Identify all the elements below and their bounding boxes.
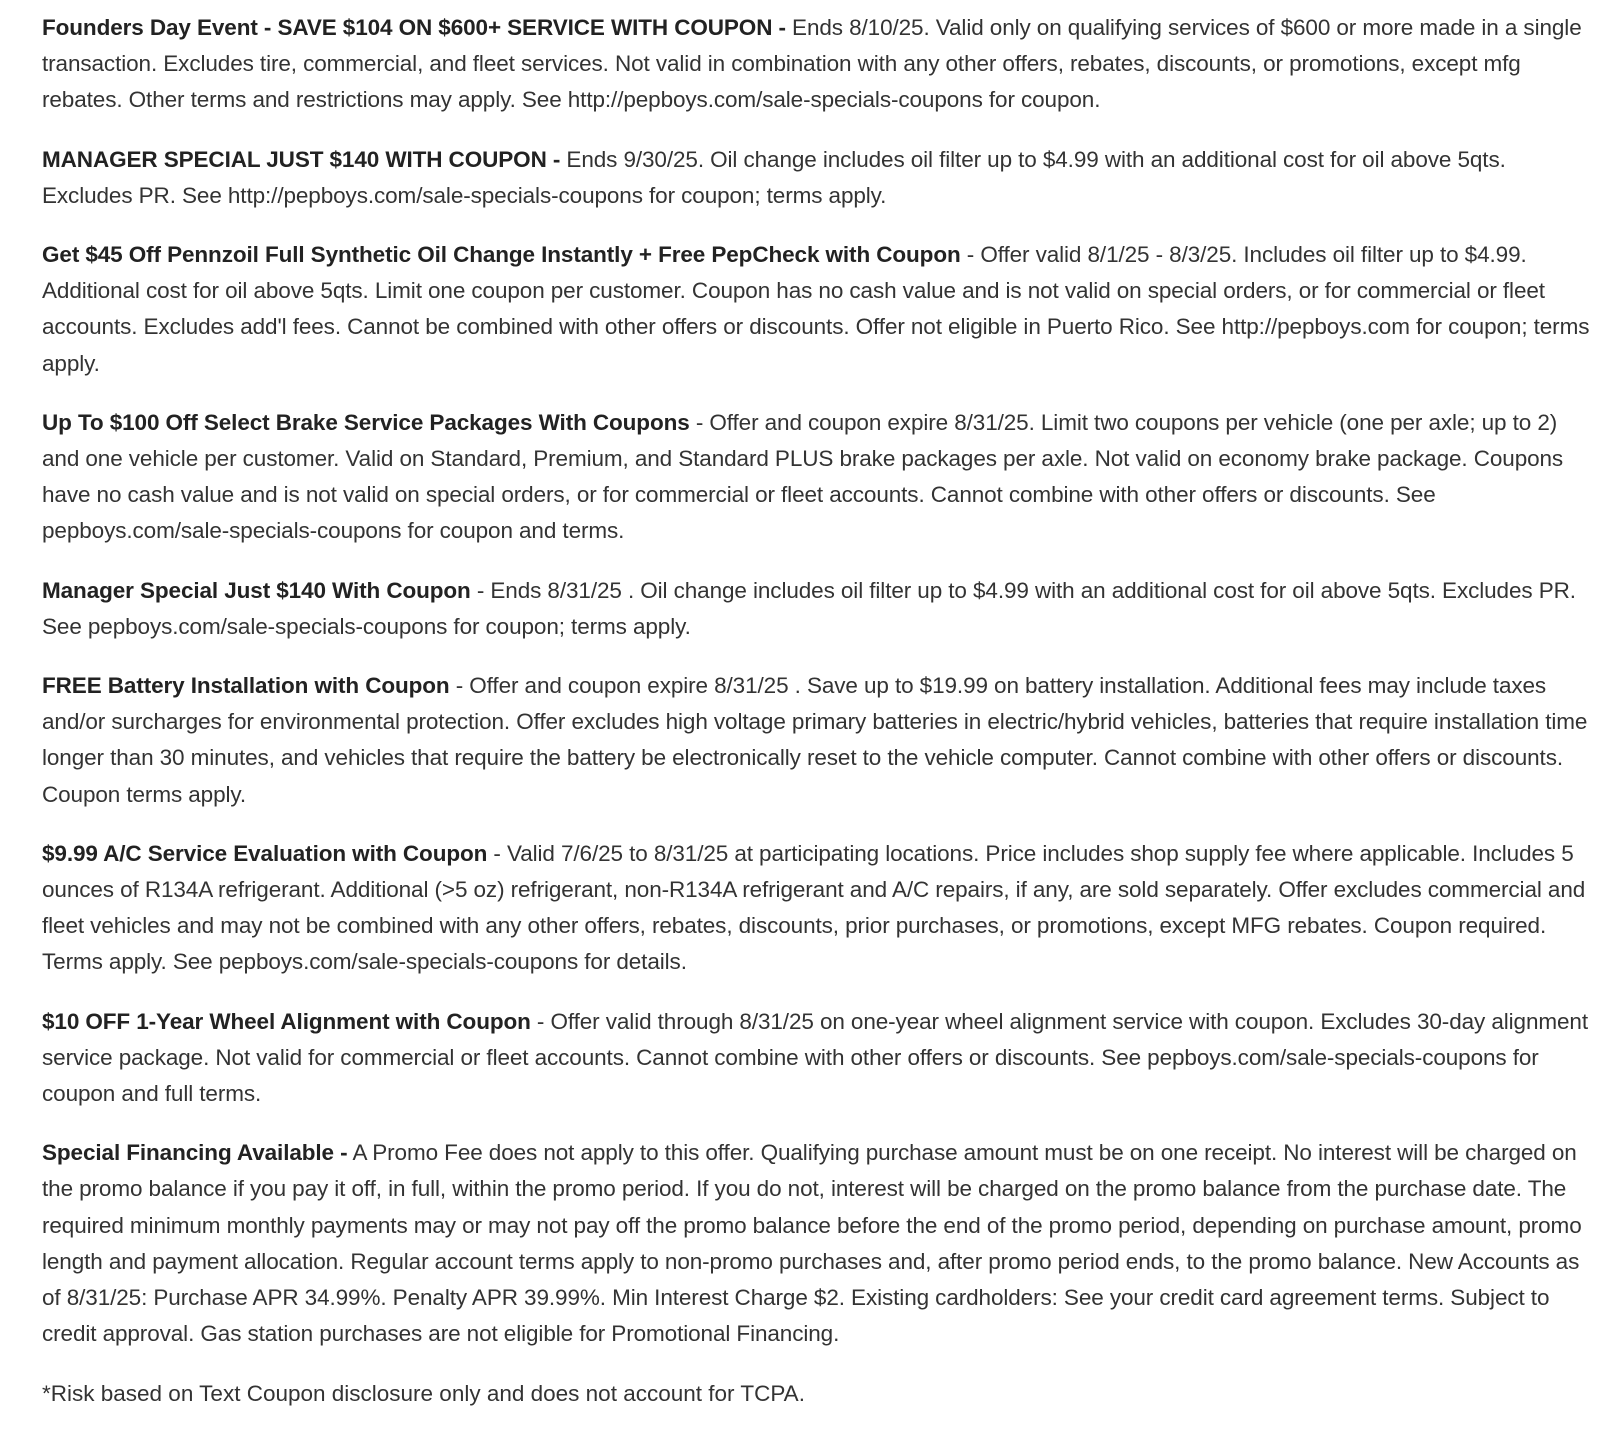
offer-terms: - Ends 8/31/25 . Oil change includes oil filter up to $4.99 with an additional cost for oil above 5qts. Excludes PR. See pepboys.com/sale-specials-coupons for coupon; terms apply. bbox=[42, 577, 1576, 639]
offer-terms: Ends 8/10/25. Valid only on qualifying services of $600 or more made in a single transaction. Excludes tire, commercial, and fleet services. Not valid in combination with any other offers, rebates, discounts, or promotions, except mfg rebates. Other terms and restrictions may apply. See http://pepboys.com/sale-specials-coupons for coupon. bbox=[42, 15, 1582, 113]
offer-manager-special-sept bbox=[42, 142, 1590, 214]
offer-title: Special Financing Available - bbox=[42, 1140, 348, 1166]
offer-founders-day bbox=[42, 10, 1590, 119]
offer-title: Manager Special Just $140 With Coupon bbox=[42, 577, 471, 603]
offer-title: Founders Day Event - SAVE $104 ON $600+ SERVICE WITH COUPON - bbox=[42, 15, 786, 40]
offer-title: Up To $100 Off Select Brake Service Packages With Coupons bbox=[42, 409, 690, 435]
offer-title: MANAGER SPECIAL JUST $140 WITH COUPON - bbox=[42, 146, 561, 172]
offer-terms: - Offer valid through 8/31/25 on one-year wheel alignment service with coupon. Excludes 30-day alignment service package. Not valid for commercial or fleet accounts. Cannot combine with other offers or discounts. See pepboys.com/sale-specials-coupons for coupon and full terms. bbox=[42, 1008, 1588, 1107]
offer-title: $9.99 A/C Service Evaluation with Coupon bbox=[42, 840, 488, 866]
offer-terms: Ends 9/30/25. Oil change includes oil filter up to $4.99 with an additional cost for oil above 5qts. Excludes PR. See http://pepboys.com/sale-specials-coupons for coupon; terms apply. bbox=[42, 146, 1506, 208]
offer-terms: - Offer valid 8/1/25 - 8/3/25. Includes oil filter up to $4.99. Additional cost for oil above 5qts. Limit one coupon per customer. Coupon has no cash value and is not valid on special orders, or for commercial or fleet accounts. Excludes add'l fees. Cannot be combined with other offers or discounts. Offer not eligible in Puerto Rico. See http://pepboys.com for coupon; terms apply. bbox=[42, 242, 1590, 376]
offer-terms: - Offer and coupon expire 8/31/25. Limit two coupons per vehicle (one per axle; up to 2) and one vehicle per customer. Valid on Standard, Premium, and Standard PLUS brake packages per axle. Not valid on economy brake package. Coupons have no cash value and is not valid on special orders, or for commercial or fleet accounts. Cannot combine with other offers or discounts. See pepboys.com/sale-specials-coupons for coupon and terms. bbox=[42, 409, 1564, 544]
offer-title: FREE Battery Installation with Coupon bbox=[42, 673, 450, 699]
offer-brake-service bbox=[42, 405, 1590, 550]
offer-ac-service bbox=[42, 836, 1590, 981]
offer-disclaimers bbox=[42, 10, 1590, 1412]
offer-wheel-alignment bbox=[42, 1004, 1590, 1113]
offer-pennzoil-oil-change bbox=[42, 237, 1590, 382]
offer-terms: A Promo Fee does not apply to this offer. Qualifying purchase amount must be on one receipt. No interest will be charged on the promo balance if you pay it off, in full, within the promo period. If you do not, interest will be charged on the promo balance from the purchase date. The required minimum monthly payments may or may not pay off the promo balance before the end of the promo period, depending on purchase amount, promo length and payment allocation. Regular account terms apply to non-promo purchases and, after promo period ends, to the promo balance. New Accounts as of 8/31/25: Purchase APR 34.99%. Penalty APR 39.99%. Min Interest Charge $2. Existing cardholders: See your credit card agreement terms. Subject to credit approval. Gas station purchases are not eligible for Promotional Financing. bbox=[42, 1140, 1582, 1347]
offer-terms: - Valid 7/6/25 to 8/31/25 at participating locations. Price includes shop supply fee where applicable. Includes 5 ounces of R134A refrigerant. Additional (>5 oz) refrigerant, non-R134A refrigerant and A/C repairs, if any, are sold separately. Offer excludes commercial and fleet vehicles and may not be combined with any other offers, rebates, discounts, prior purchases, or promotions, except MFG rebates. Coupon required. Terms apply. See pepboys.com/sale-specials-coupons for details. bbox=[42, 840, 1586, 975]
offer-title: Get $45 Off Pennzoil Full Synthetic Oil Change Instantly + Free PepCheck with Coupon bbox=[42, 242, 961, 268]
offer-terms: - Offer and coupon expire 8/31/25 . Save up to $19.99 on battery installation. Additional fees may include taxes and/or surcharges for environmental protection. Offer excludes high voltage primary batteries in electric/hybrid vehicles, batteries that require installation time longer than 30 minutes, and vehicles that require the battery be electronically reset to the vehicle computer. Cannot combine with other offers or discounts. Coupon terms apply. bbox=[42, 673, 1588, 807]
offer-special-financing bbox=[42, 1135, 1590, 1352]
offer-manager-special-aug bbox=[42, 573, 1590, 645]
offer-battery-installation bbox=[42, 668, 1590, 813]
text-coupon-footnote: *Risk based on Text Coupon disclosure only and does not account for TCPA. bbox=[42, 1380, 805, 1406]
offer-title: $10 OFF 1-Year Wheel Alignment with Coupon bbox=[42, 1008, 531, 1034]
